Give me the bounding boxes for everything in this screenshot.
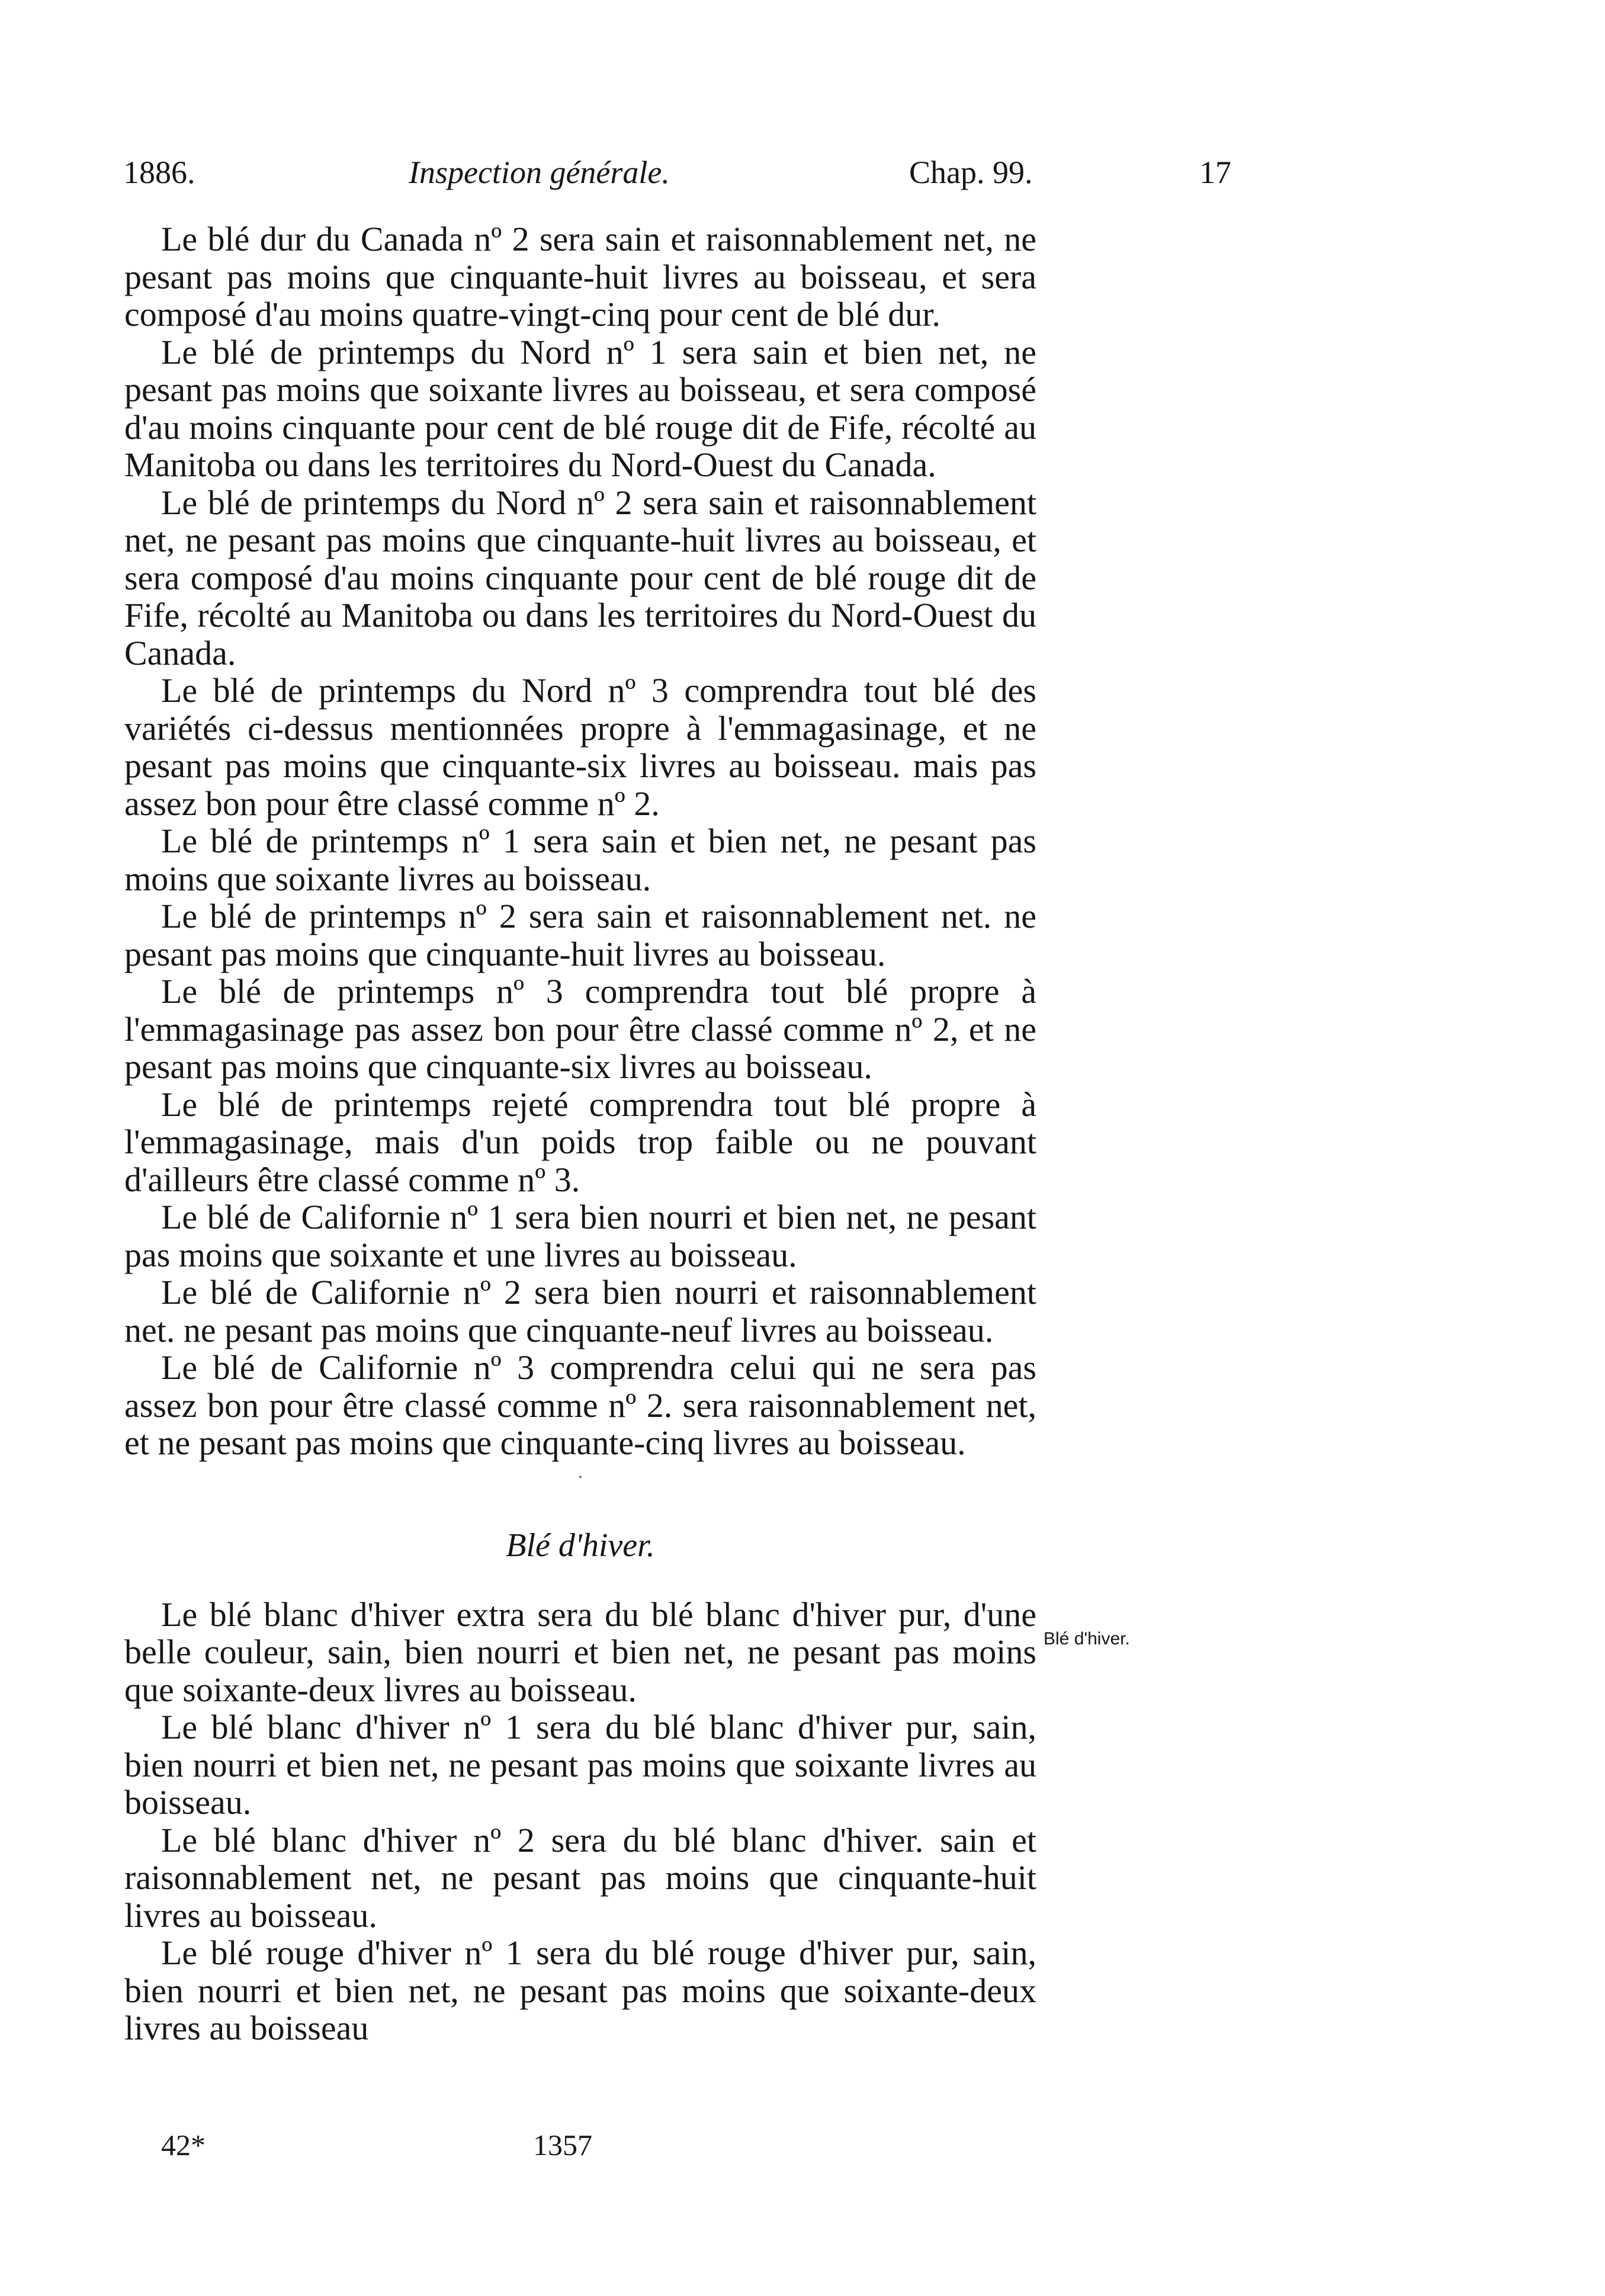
paragraph: Le blé de printemps nº 3 comprendra tout blé propre à l'emmagasinage pas assez bon pour être classé comme nº 2, et ne pesant pas moins que cinquante-six livres au boisseau. — [124, 972, 1036, 1086]
header-title: Inspection générale. — [409, 155, 670, 190]
paragraph: Le blé de printemps rejeté comprendra tout blé propre à l'emmagasinage, mais d'un poids trop faible ou ne pouvant d'ailleurs être classé comme nº 3. — [124, 1085, 1036, 1199]
page-footer — [0, 2128, 1605, 2169]
paragraph: Le blé de printemps du Nord nº 2 sera sain et raisonnablement net, ne pesant pas moins que cinquante-huit livres au boisseau, et sera composé d'au moins cinquante pour cent de blé rouge dit de Fife, récolté au Manitoba ou dans les territoires du Nord-Ouest du Canada. — [124, 483, 1036, 672]
paragraph: Le blé de printemps du Nord nº 1 sera sain et bien net, ne pesant pas moins que soixante livres au boisseau, et sera composé d'au moins cinquante pour cent de blé rouge dit de Fife, récolté au Manitoba ou dans les territoires du Nord-Ouest du Canada. — [124, 332, 1036, 484]
header-chapter: Chap. 99. — [909, 155, 1033, 190]
margin-note: Blé d'hiver. — [1044, 1629, 1130, 1649]
paragraph: Le blé blanc d'hiver nº 1 sera du blé blanc d'hiver pur, sain, bien nourri et bien net, ne pesant pas moins que soixante livres au boisseau. — [124, 1708, 1036, 1822]
header-page-number: 17 — [1199, 155, 1231, 190]
paragraph: Le blé rouge d'hiver nº 1 sera du blé rouge d'hiver pur, sain, bien nourri et bien net, ne pesant pas moins que soixante-deux livres au boisseau — [124, 1933, 1036, 2047]
footer-page-number: 1357 — [533, 2128, 592, 2162]
paragraph: Le blé blanc d'hiver nº 2 sera du blé blanc d'hiver. sain et raisonnablement net, ne pesant pas moins que cinquante-huit livres au boisseau. — [124, 1820, 1036, 1935]
paragraph: Le blé de printemps nº 2 sera sain et raisonnablement net. ne pesant pas moins que cinquante-huit livres au boisseau. — [124, 897, 1036, 973]
separator-mark: · — [577, 1467, 583, 1487]
paragraph: Le blé de Californie nº 1 sera bien nourri et bien net, ne pesant pas moins que soixante et une livres au boisseau. — [124, 1198, 1036, 1274]
section-title: Blé d'hiver. — [506, 1527, 655, 1564]
footer-signature-mark: 42* — [161, 2128, 206, 2162]
paragraph: Le blé de printemps nº 1 sera sain et bien net, ne pesant pas moins que soixante livres au boisseau. — [124, 822, 1036, 898]
page-header — [0, 154, 1605, 201]
page-body — [124, 220, 1036, 2047]
paragraph: Le blé de Californie nº 3 comprendra celui qui ne sera pas assez bon pour être classé comme nº 2. sera raisonnablement net, et ne pesant pas moins que cinquante-cinq livres au boisseau. — [124, 1348, 1036, 1462]
paragraph: Le blé de printemps du Nord nº 3 comprendra tout blé des variétés ci-dessus mentionnées propre à l'emmagasinage, et ne pesant pas moins que cinquante-six livres au boisseau. mais pas assez bon pour être classé comme nº 2. — [124, 671, 1036, 823]
header-year: 1886. — [123, 155, 195, 190]
paragraph: Le blé blanc d'hiver extra sera du blé blanc d'hiver pur, d'une belle couleur, sain, bien nourri et bien net, ne pesant pas moins que soixante-deux livres au boisseau. — [124, 1595, 1036, 1709]
paragraph: Le blé dur du Canada nº 2 sera sain et raisonnablement net, ne pesant pas moins que cinquante-huit livres au boisseau, et sera composé d'au moins quatre-vingt-cinq pour cent de blé dur. — [124, 220, 1036, 334]
paragraph: Le blé de Californie nº 2 sera bien nourri et raisonnablement net. ne pesant pas moins que cinquante-neuf livres au boisseau. — [124, 1273, 1036, 1349]
